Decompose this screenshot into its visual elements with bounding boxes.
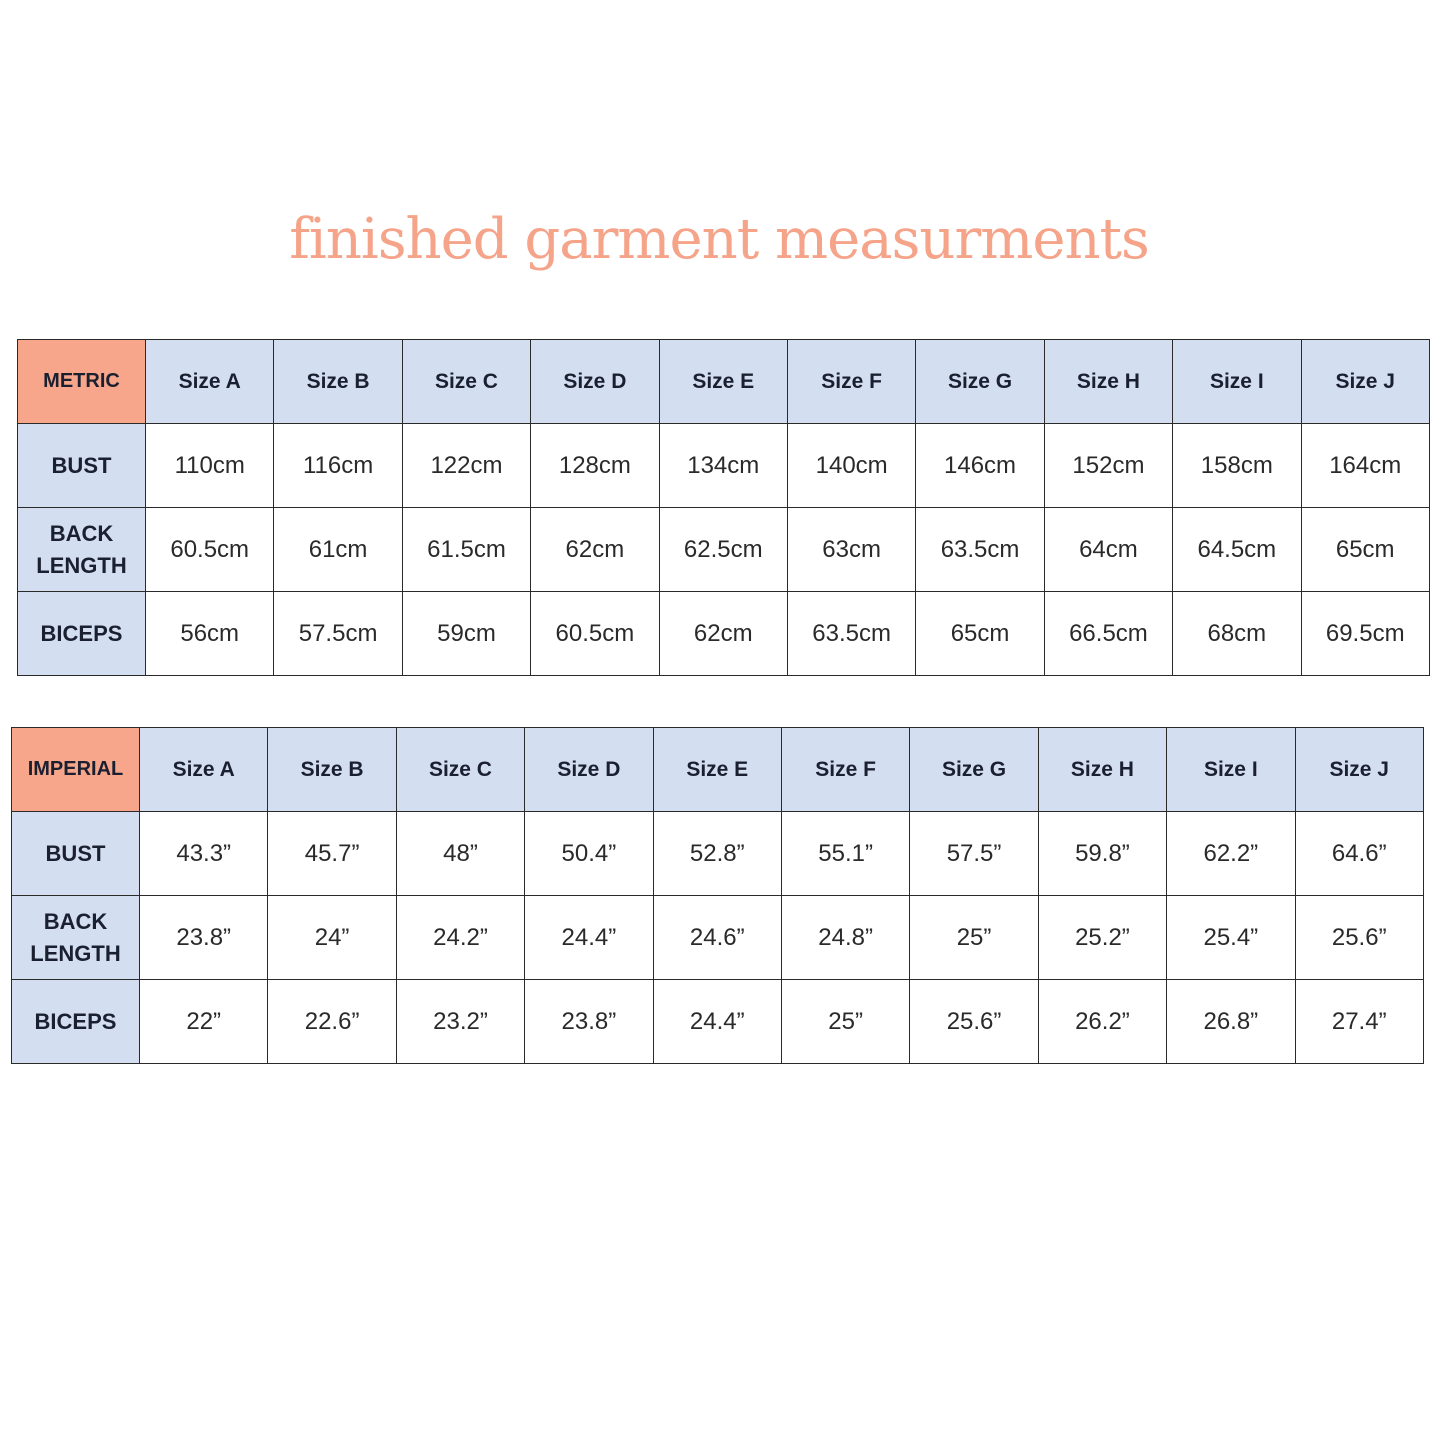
row-label-bust: BUST <box>18 424 146 508</box>
row-label-back-length: BACK LENGTH <box>12 896 140 980</box>
metric-label: METRIC <box>18 340 146 424</box>
imperial-size-header: Size H <box>1038 728 1166 812</box>
metric-size-header: Size G <box>916 340 1044 424</box>
imperial-size-header: Size J <box>1295 728 1423 812</box>
imperial-cell: 64.6” <box>1295 812 1423 896</box>
metric-cell: 65cm <box>916 592 1044 676</box>
metric-cell: 64.5cm <box>1173 508 1301 592</box>
metric-table <box>17 339 1430 676</box>
imperial-label: IMPERIAL <box>12 728 140 812</box>
metric-size-header: Size C <box>402 340 530 424</box>
metric-cell: 110cm <box>146 424 274 508</box>
metric-cell: 62cm <box>659 592 787 676</box>
imperial-cell: 50.4” <box>525 812 653 896</box>
imperial-row-bust <box>12 812 1424 896</box>
metric-size-header: Size H <box>1044 340 1172 424</box>
imperial-cell: 59.8” <box>1038 812 1166 896</box>
row-label-bust: BUST <box>12 812 140 896</box>
imperial-cell: 62.2” <box>1167 812 1295 896</box>
imperial-header-row <box>12 728 1424 812</box>
imperial-cell: 24.6” <box>653 896 781 980</box>
imperial-cell: 48” <box>396 812 524 896</box>
metric-cell: 68cm <box>1173 592 1301 676</box>
metric-size-header: Size F <box>787 340 915 424</box>
metric-cell: 116cm <box>274 424 402 508</box>
metric-cell: 57.5cm <box>274 592 402 676</box>
page-title: finished garment measurments <box>289 207 1149 272</box>
metric-cell: 152cm <box>1044 424 1172 508</box>
metric-cell: 164cm <box>1301 424 1429 508</box>
imperial-size-header: Size E <box>653 728 781 812</box>
metric-size-header: Size B <box>274 340 402 424</box>
imperial-cell: 26.8” <box>1167 980 1295 1064</box>
metric-cell: 122cm <box>402 424 530 508</box>
imperial-cell: 25.4” <box>1167 896 1295 980</box>
imperial-cell: 45.7” <box>268 812 396 896</box>
imperial-cell: 22” <box>140 980 268 1064</box>
imperial-size-header: Size B <box>268 728 396 812</box>
metric-cell: 65cm <box>1301 508 1429 592</box>
metric-row-back-length <box>18 508 1430 592</box>
metric-row-biceps <box>18 592 1430 676</box>
imperial-cell: 24.4” <box>653 980 781 1064</box>
imperial-cell: 23.8” <box>525 980 653 1064</box>
metric-cell: 66.5cm <box>1044 592 1172 676</box>
metric-size-header: Size J <box>1301 340 1429 424</box>
imperial-size-header: Size I <box>1167 728 1295 812</box>
imperial-cell: 25.2” <box>1038 896 1166 980</box>
metric-cell: 69.5cm <box>1301 592 1429 676</box>
metric-cell: 61.5cm <box>402 508 530 592</box>
metric-cell: 60.5cm <box>531 592 659 676</box>
imperial-cell: 22.6” <box>268 980 396 1064</box>
imperial-cell: 52.8” <box>653 812 781 896</box>
metric-cell: 128cm <box>531 424 659 508</box>
imperial-cell: 25” <box>910 896 1038 980</box>
imperial-row-back-length <box>12 896 1424 980</box>
metric-size-header: Size D <box>531 340 659 424</box>
metric-cell: 62.5cm <box>659 508 787 592</box>
metric-size-header: Size I <box>1173 340 1301 424</box>
metric-cell: 134cm <box>659 424 787 508</box>
imperial-cell: 24” <box>268 896 396 980</box>
metric-cell: 158cm <box>1173 424 1301 508</box>
imperial-cell: 25” <box>781 980 909 1064</box>
metric-cell: 63cm <box>787 508 915 592</box>
imperial-cell: 24.4” <box>525 896 653 980</box>
metric-row-bust <box>18 424 1430 508</box>
imperial-size-header: Size D <box>525 728 653 812</box>
metric-cell: 59cm <box>402 592 530 676</box>
imperial-cell: 26.2” <box>1038 980 1166 1064</box>
imperial-size-header: Size C <box>396 728 524 812</box>
imperial-cell: 27.4” <box>1295 980 1423 1064</box>
imperial-cell: 23.8” <box>140 896 268 980</box>
metric-cell: 62cm <box>531 508 659 592</box>
metric-size-header: Size E <box>659 340 787 424</box>
metric-cell: 64cm <box>1044 508 1172 592</box>
imperial-table <box>11 727 1424 1064</box>
imperial-cell: 43.3” <box>140 812 268 896</box>
imperial-cell: 55.1” <box>781 812 909 896</box>
imperial-size-header: Size G <box>910 728 1038 812</box>
imperial-size-header: Size F <box>781 728 909 812</box>
row-label-biceps: BICEPS <box>12 980 140 1064</box>
metric-cell: 63.5cm <box>916 508 1044 592</box>
imperial-row-biceps <box>12 980 1424 1064</box>
imperial-cell: 24.2” <box>396 896 524 980</box>
metric-cell: 140cm <box>787 424 915 508</box>
imperial-size-header: Size A <box>140 728 268 812</box>
imperial-cell: 23.2” <box>396 980 524 1064</box>
metric-cell: 63.5cm <box>787 592 915 676</box>
metric-size-header: Size A <box>146 340 274 424</box>
imperial-cell: 24.8” <box>781 896 909 980</box>
metric-cell: 60.5cm <box>146 508 274 592</box>
metric-cell: 146cm <box>916 424 1044 508</box>
imperial-cell: 25.6” <box>910 980 1038 1064</box>
metric-cell: 61cm <box>274 508 402 592</box>
metric-header-row <box>18 340 1430 424</box>
row-label-biceps: BICEPS <box>18 592 146 676</box>
metric-cell: 56cm <box>146 592 274 676</box>
imperial-cell: 25.6” <box>1295 896 1423 980</box>
row-label-back-length: BACK LENGTH <box>18 508 146 592</box>
imperial-cell: 57.5” <box>910 812 1038 896</box>
